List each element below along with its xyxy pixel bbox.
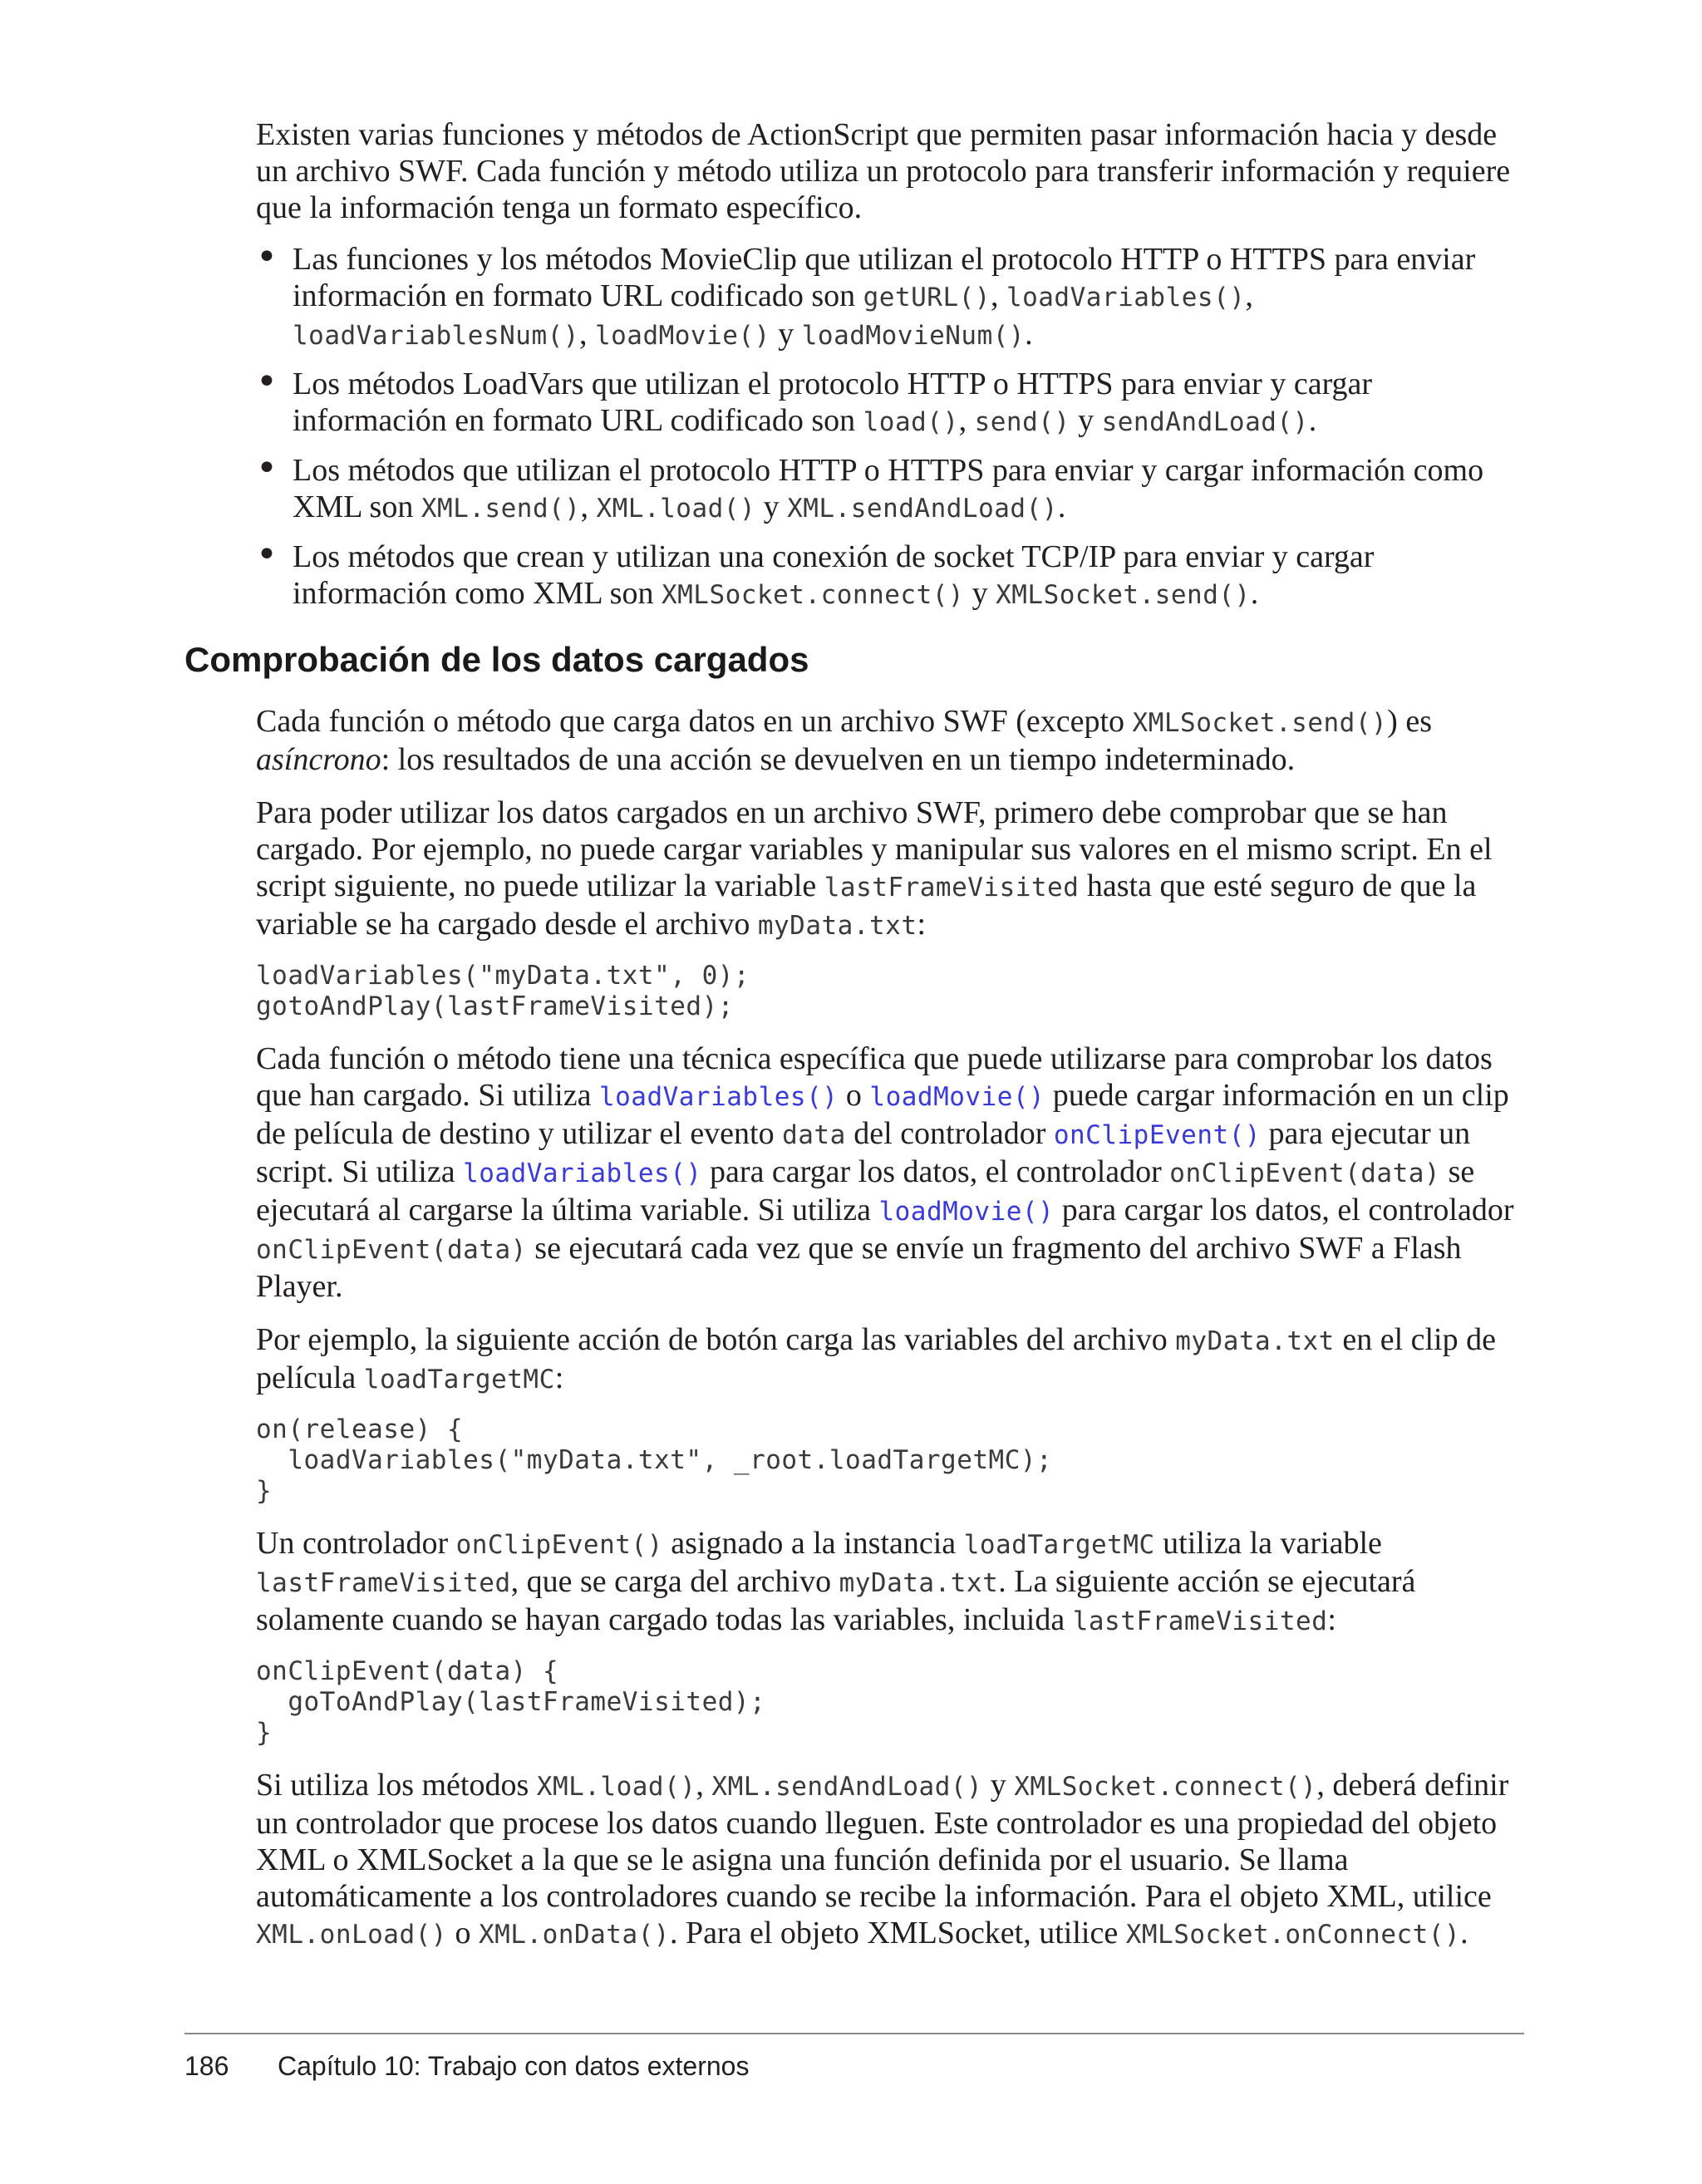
section-body [256,703,1519,1970]
inline-code: data [782,1120,846,1150]
text: : los resultados de una acción se devuelven en un tiempo indeterminado. [381,742,1296,777]
code-load: load() [863,407,959,437]
inline-code: lastFrameVisited [824,873,1080,903]
inline-code: XML.onLoad() [256,1920,447,1950]
paragraph-check-loaded [256,794,1519,944]
paragraph-handler [256,1525,1519,1640]
paragraph-button-example [256,1321,1519,1398]
inline-code: XML.load() [536,1772,696,1802]
link-loadmovie[interactable]: loadMovie() [869,1082,1045,1112]
list-item-text: Los métodos que utilizan el protocolo HTTP o HTTPS para enviar y cargar información como XML son [293,453,1484,524]
punctuation: . [1308,403,1317,438]
separator: y [964,576,996,611]
inline-code: XMLSocket.onConnect() [1125,1920,1461,1950]
text: puede cargar información en un clip de película de destino y utilizar el evento [256,1078,1509,1151]
code-block-on-release: on(release) { loadVariables("myData.txt", _root.loadTargetMC); } [256,1414,1053,1506]
section-heading: Comprobación de los datos cargados [184,640,809,679]
inline-code: XML.sendAndLoad() [711,1772,983,1802]
paragraph-techniques [256,1040,1519,1305]
inline-code: myData.txt [839,1568,999,1598]
list-item [256,241,1519,354]
page-footer [184,2051,749,2082]
text: : [917,907,927,942]
inline-code: loadTargetMC [963,1530,1155,1560]
text: ) es [1387,704,1432,739]
text: Por ejemplo, la siguiente acción de botón carga las variables del archivo [256,1322,1176,1357]
separator: y [755,489,788,524]
code-block-loadvariables: loadVariables("myData.txt", 0); gotoAndPlay(lastFrameVisited); [256,961,750,1021]
text: para cargar los datos, el controlador [701,1154,1170,1189]
text: Para poder utilizar los datos cargados en un archivo SWF, primero debe comprobar que se han cargado. Por ejemplo, no puede cargar variables y manipular sus valores en el mismo script. En el script siguiente, no puede utilizar la variable [256,795,1493,903]
code-block-onclipevent: onClipEvent(data) { goToAndPlay(lastFrameVisited); } [256,1656,766,1748]
text: en el clip de película [256,1322,1496,1395]
list-item-text: Los métodos que crean y utilizan una conexión de socket TCP/IP para enviar y cargar información como XML son [293,539,1375,611]
text: , [696,1768,712,1803]
chapter-title: Capítulo 10: Trabajo con datos externos [278,2051,750,2081]
text: hasta que esté seguro de que la variable se ha cargado desde el archivo [256,868,1477,942]
text: asignado a la instancia [662,1526,964,1561]
code-loadvariables: loadVariables() [1006,283,1246,312]
text: Si utiliza los métodos [256,1768,537,1803]
text: . La siguiente acción se ejecutará solamente cuando se hayan cargado todas las variables, incluida [256,1564,1416,1637]
intro-paragraph: Existen varias funciones y métodos de ActionScript que permiten pasar información hacia y desde un archivo SWF. Cada función y método utiliza un protocolo para transferir información y requiere que la información tenga un formato específico. [256,117,1511,225]
text: o [446,1916,479,1950]
inline-code: onClipEvent(data) [256,1235,527,1265]
code-xmlsocket-connect: XMLSocket.connect() [661,580,965,610]
text: para cargar los datos, el controlador [1054,1193,1514,1227]
paragraph-async [256,703,1519,778]
punctuation: . [1250,576,1259,611]
code-send: send() [974,407,1070,437]
inline-code: lastFrameVisited [256,1568,511,1598]
text: Cada función o método que carga datos en un archivo SWF (excepto [256,704,1133,739]
link-onclipevent[interactable]: onClipEvent() [1053,1120,1261,1150]
emphasis: asíncrono [256,742,381,777]
list-item-text: Los métodos LoadVars que utilizan el protocolo HTTP o HTTPS para enviar y cargar información en formato URL codificado son [293,366,1373,438]
separator: y [1070,403,1102,438]
punctuation: . [1057,489,1066,524]
separator: , [580,489,597,524]
inline-code: onClipEvent() [455,1530,663,1560]
inline-code: XMLSocket.connect() [1014,1772,1317,1802]
list-item [256,452,1519,527]
text: Cada función o método tiene una técnica específica que puede utilizarse para comprobar los datos que han cargado. Si utiliza [256,1041,1493,1113]
footer-divider [184,2033,1524,2034]
list-item-text: Las funciones y los métodos MovieClip que utilizan el protocolo HTTP o HTTPS para enviar información en formato URL codificado son [293,242,1476,313]
code-xmlsocket-send: XMLSocket.send() [996,580,1251,610]
text: : [554,1360,564,1395]
text: para ejecutar un script. Si utiliza [256,1116,1471,1189]
text: y [982,1768,1015,1803]
inline-code: myData.txt [1175,1326,1335,1356]
separator: , [578,317,595,352]
inline-code: onClipEvent(data) [1169,1158,1441,1188]
code-loadvariablesnum: loadVariablesNum() [293,321,579,351]
inline-code: lastFrameVisited [1072,1606,1328,1636]
text: o [838,1078,870,1113]
link-loadvariables[interactable]: loadVariables() [598,1082,839,1112]
separator: , [1245,278,1253,313]
code-xml-send: XML.send() [421,494,581,524]
link-loadvariables[interactable]: loadVariables() [463,1158,702,1188]
list-item [256,366,1519,440]
code-xml-sendandload: XML.sendAndLoad() [787,494,1058,524]
code-loadmovie: loadMovie() [594,321,770,351]
text: : [1327,1602,1336,1637]
inline-code: myData.txt [757,911,917,941]
code-loadmovienum: loadMovieNum() [801,321,1026,351]
text: del controlador [845,1116,1054,1151]
text: se ejecutará cada vez que se envíe un fragmento del archivo SWF a Flash Player. [256,1231,1462,1304]
code-geturl: getURL() [863,283,991,312]
inline-code: loadTargetMC [363,1365,555,1395]
punctuation: . [1025,317,1033,352]
code-xml-load: XML.load() [596,494,756,524]
text: , que se carga del archivo [510,1564,839,1599]
separator: , [958,403,975,438]
separator: , [990,278,1006,313]
text: . Para el objeto XMLSocket, utilice [669,1916,1126,1950]
text: . [1460,1916,1468,1950]
paragraph-xml-handlers [256,1767,1519,1953]
inline-code: XML.onData() [478,1920,670,1950]
text: , deberá definir un controlador que procese los datos cuando lleguen. Este controlador es una propiedad del objeto XML o XMLSocket a la que se le asigna una función definida por el usuario. Se llama automáticamente a los controladores cuando se recibe la información. Para el objeto XML, utilice [256,1768,1509,1914]
inline-code: XMLSocket.send() [1132,708,1388,738]
list-item [256,539,1519,613]
text: Un controlador [256,1526,456,1561]
link-loadmovie[interactable]: loadMovie() [878,1197,1055,1227]
separator: y [770,317,802,352]
text: se ejecutará al cargarse la última variable. Si utiliza [256,1154,1475,1227]
text: utiliza la variable [1154,1526,1382,1561]
page-number: 186 [184,2051,229,2081]
protocol-list [256,241,1519,625]
code-sendandload: sendAndLoad() [1101,407,1309,437]
